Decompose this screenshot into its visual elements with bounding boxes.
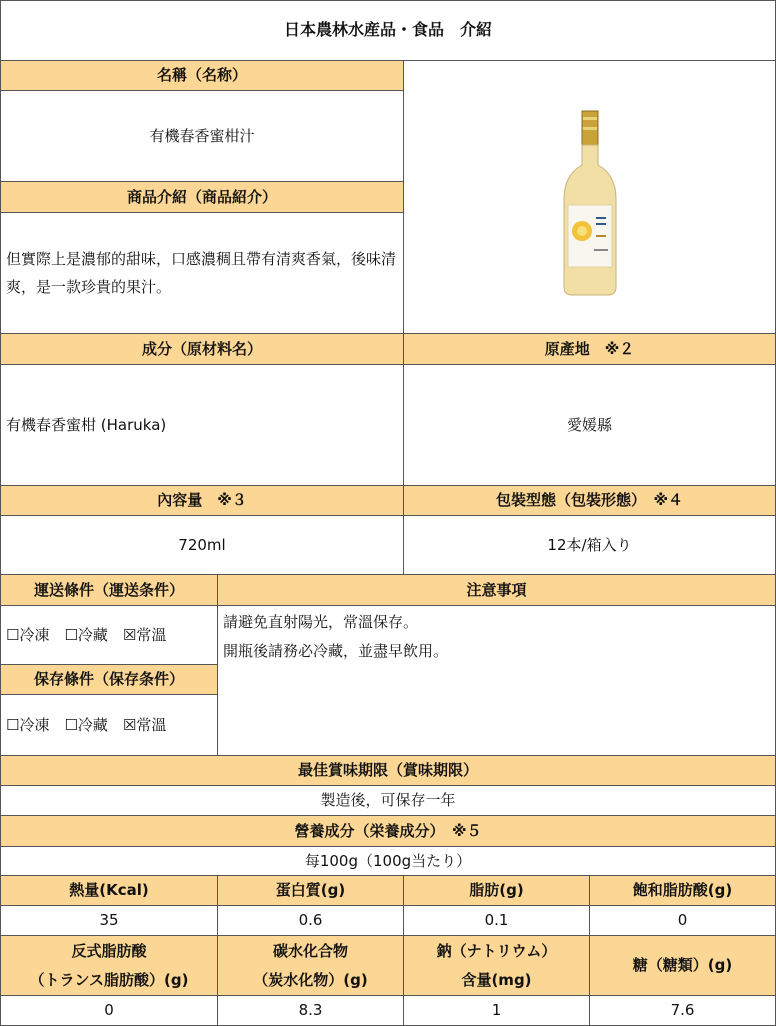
juice-bottle-icon — [560, 109, 620, 299]
ingredients-header: 成分（原材料名） — [0, 333, 404, 365]
page-title: 日本農林水産品・食品 介紹 — [0, 0, 776, 61]
nutrition-value-saturated-fat: 0 — [589, 905, 776, 936]
notes-header: 注意事項 — [217, 574, 776, 606]
packaging-header: 包裝型態（包裝形態） ※４ — [403, 485, 776, 516]
trans-fat-label-2: （トランス脂肪酸）(g) — [29, 970, 189, 989]
transport-header: 運送條件（運送条件） — [0, 574, 218, 606]
best-before-header: 最佳賞味期限（賞味期限） — [0, 755, 776, 786]
nutrition-header-carbohydrate — [217, 935, 404, 996]
volume-header: 內容量 ※３ — [0, 485, 404, 516]
notes-line-2: 開瓶後請務必冷藏，並盡早飲用。 — [223, 641, 449, 660]
nutrition-value-sugar: 7.6 — [589, 995, 776, 1026]
carbohydrate-label-2: （炭水化物）(g) — [253, 970, 368, 989]
trans-fat-label-1: 反式脂肪酸 — [71, 942, 147, 960]
nutrition-header-sodium — [403, 935, 590, 996]
nutrition-value-fat: 0.1 — [403, 905, 590, 936]
best-before-value: 製造後，可保存一年 — [0, 785, 776, 816]
nutrition-header-saturated-fat: 飽和脂肪酸(g) — [589, 875, 776, 906]
origin-header: 原產地 ※２ — [403, 333, 776, 365]
nutrition-header-protein: 蛋白質(g) — [217, 875, 404, 906]
nutrition-header-energy: 熱量(Kcal) — [0, 875, 218, 906]
nutrition-value-trans-fat: 0 — [0, 995, 218, 1026]
notes-line-1: 請避免直射陽光，常溫保存。 — [223, 613, 419, 631]
storage-value: ☐冷凍 ☐冷藏 ☒常溫 — [0, 694, 218, 756]
intro-header: 商品介紹（商品紹介） — [0, 181, 404, 213]
transport-value: ☐冷凍 ☐冷藏 ☒常溫 — [0, 605, 218, 665]
intro-text: 但實際上是濃郁的甜味，口感濃稠且帶有清爽香氣，後味清爽，是一款珍貴的果汁。 — [0, 212, 404, 334]
nutrition-header-trans-fat — [0, 935, 218, 996]
nutrition-value-carbohydrate: 8.3 — [217, 995, 404, 1026]
name-header: 名稱（名称） — [0, 60, 404, 91]
nutrition-value-protein: 0.6 — [217, 905, 404, 936]
notes-body — [217, 605, 776, 756]
sugar-label: 糖（糖類）(g) — [632, 956, 733, 975]
nutrition-value-energy: 35 — [0, 905, 218, 936]
product-image-cell — [403, 60, 776, 334]
nutrition-value-sodium: 1 — [403, 995, 590, 1026]
origin-value: 愛媛縣 — [403, 364, 776, 486]
packaging-value: 12本/箱入り — [403, 515, 776, 575]
ingredients-value: 有機春香蜜柑 (Haruka) — [0, 364, 404, 486]
volume-value: 720ml — [0, 515, 404, 575]
nutrition-basis: 每100g（100g当たり） — [0, 846, 776, 876]
nutrition-header-sugar — [589, 935, 776, 996]
nutrition-header: 營養成分（栄養成分） ※５ — [0, 815, 776, 847]
name-value: 有機春香蜜柑汁 — [0, 90, 404, 182]
nutrition-header-fat: 脂肪(g) — [403, 875, 590, 906]
carbohydrate-label-1: 碳水化合物 — [272, 942, 348, 960]
storage-header: 保存條件（保存条件） — [0, 664, 218, 695]
sodium-label-2: 含量(mg) — [461, 970, 532, 989]
sodium-label-1: 鈉（ナトリウム） — [436, 942, 557, 960]
